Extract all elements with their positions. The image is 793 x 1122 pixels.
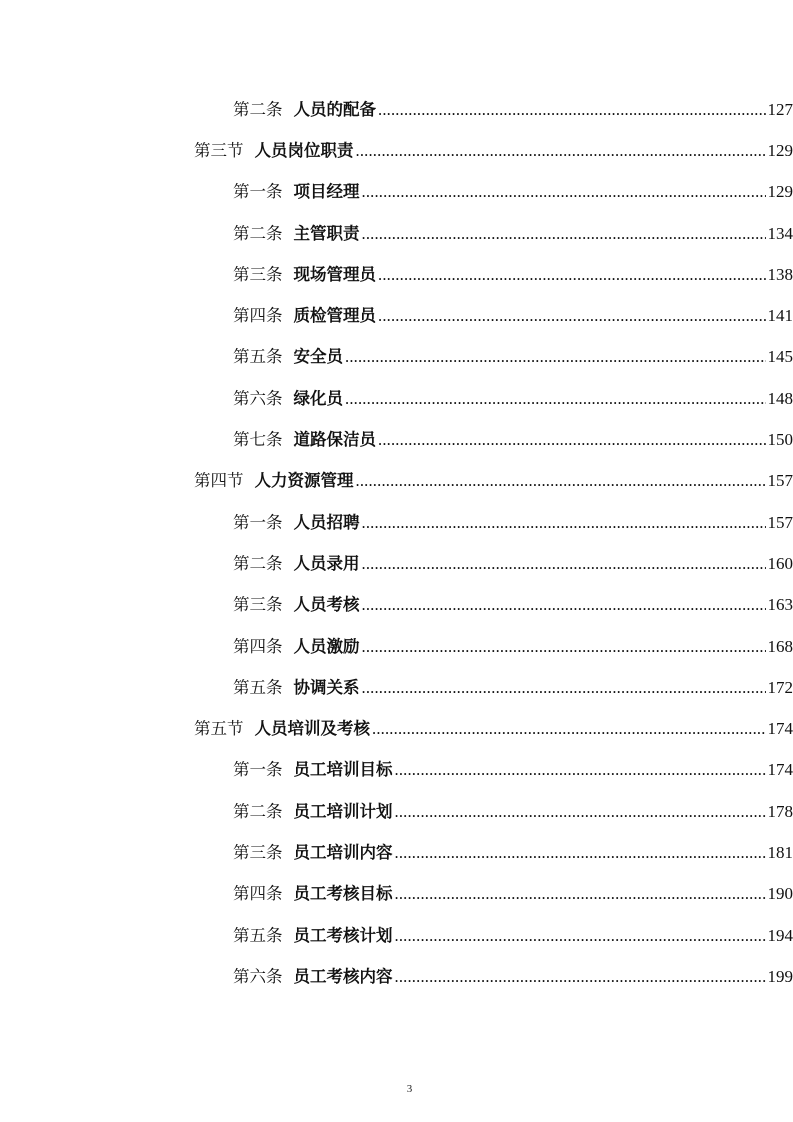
toc-entry-page: 174 xyxy=(767,719,793,739)
toc-entry-line xyxy=(233,760,793,780)
toc-entry-title: 绿化员 xyxy=(293,388,343,408)
toc-entry-page: 190 xyxy=(767,884,793,904)
toc-entry-page: 138 xyxy=(767,264,793,284)
toc-entry-page: 160 xyxy=(767,553,793,573)
dot-leader xyxy=(378,430,766,450)
toc-entry-number: 第四条 xyxy=(233,636,283,656)
toc-entry-number: 第三节 xyxy=(194,140,244,160)
toc-entry-title: 人员招聘 xyxy=(293,512,360,532)
page-number-footer: 3 xyxy=(406,1083,413,1095)
toc-entry-line xyxy=(233,926,793,946)
dot-leader xyxy=(395,802,766,822)
toc-article-entry[interactable] xyxy=(0,337,793,378)
toc-article-entry[interactable] xyxy=(0,543,793,584)
toc-entry-line xyxy=(194,141,793,161)
toc-entry-line xyxy=(233,430,793,450)
toc-article-entry[interactable] xyxy=(0,750,793,791)
toc-entry-number: 第二条 xyxy=(233,99,283,119)
toc-entry-title: 现场管理员 xyxy=(293,264,376,284)
toc-entry-page: 168 xyxy=(767,636,793,656)
dot-leader xyxy=(395,967,766,987)
dot-leader xyxy=(362,513,766,533)
toc-entry-title: 人员培训及考核 xyxy=(254,719,370,739)
toc-article-entry[interactable] xyxy=(0,254,793,295)
toc-article-entry[interactable] xyxy=(0,295,793,336)
toc-entry-number: 第五条 xyxy=(233,677,283,697)
dot-leader xyxy=(395,760,766,780)
toc-entry-title: 员工考核内容 xyxy=(293,966,393,986)
toc-entry-page: 141 xyxy=(767,306,793,326)
toc-entry-title: 项目经理 xyxy=(293,182,360,202)
dot-leader xyxy=(356,471,766,491)
toc-entry-title: 人力资源管理 xyxy=(254,471,354,491)
dot-leader xyxy=(345,389,766,409)
dot-leader xyxy=(356,141,766,161)
toc-entry-line xyxy=(233,678,793,698)
toc-article-entry[interactable] xyxy=(0,874,793,915)
toc-article-entry[interactable] xyxy=(0,213,793,254)
toc-entry-title: 人员录用 xyxy=(293,553,360,573)
toc-entry-number: 第五条 xyxy=(233,347,283,367)
toc-entry-number: 第二条 xyxy=(233,223,283,243)
toc-entry-title: 员工培训计划 xyxy=(293,801,393,821)
dot-leader xyxy=(395,926,766,946)
toc-entry-line xyxy=(233,100,793,120)
toc-entry-line xyxy=(233,884,793,904)
toc-entry-line xyxy=(233,967,793,987)
toc-entry-line xyxy=(233,637,793,657)
toc-entry-number: 第一条 xyxy=(233,182,283,202)
dot-leader xyxy=(395,884,766,904)
toc-entry-page: 134 xyxy=(767,223,793,243)
toc-entry-page: 199 xyxy=(767,966,793,986)
dot-leader xyxy=(362,678,766,698)
toc-entry-line xyxy=(233,224,793,244)
toc-entry-line xyxy=(233,182,793,202)
toc-entry-title: 人员岗位职责 xyxy=(254,140,354,160)
toc-entry-line xyxy=(233,802,793,822)
toc-entry-page: 178 xyxy=(767,801,793,821)
toc-section-entry[interactable] xyxy=(0,461,793,502)
toc-entry-title: 员工培训内容 xyxy=(293,842,393,862)
toc-entry-number: 第四条 xyxy=(233,306,283,326)
toc-entry-title: 质检管理员 xyxy=(293,306,376,326)
toc-entry-page: 127 xyxy=(767,99,793,119)
dot-leader xyxy=(362,554,766,574)
toc-entry-number: 第三条 xyxy=(233,264,283,284)
toc-entry-number: 第五条 xyxy=(233,925,283,945)
dot-leader xyxy=(372,719,766,739)
toc-entry-number: 第七条 xyxy=(233,430,283,450)
dot-leader xyxy=(362,637,766,657)
toc-entry-page: 150 xyxy=(767,430,793,450)
toc-entry-title: 安全员 xyxy=(293,347,343,367)
toc-entry-line xyxy=(233,389,793,409)
dot-leader xyxy=(345,347,766,367)
toc-article-entry[interactable] xyxy=(0,832,793,873)
toc-entry-page: 194 xyxy=(767,925,793,945)
toc-entry-title: 员工培训目标 xyxy=(293,760,393,780)
toc-entry-number: 第二条 xyxy=(233,801,283,821)
toc-entry-title: 员工考核目标 xyxy=(293,884,393,904)
toc-entry-line xyxy=(233,595,793,615)
toc-entry-page: 163 xyxy=(767,595,793,615)
dot-leader xyxy=(378,100,766,120)
toc-entry-page: 157 xyxy=(767,471,793,491)
toc-article-entry[interactable] xyxy=(0,172,793,213)
toc-entry-page: 145 xyxy=(767,347,793,367)
dot-leader xyxy=(362,595,766,615)
toc-article-entry[interactable] xyxy=(0,419,793,460)
toc-article-entry[interactable] xyxy=(0,791,793,832)
toc-entry-line xyxy=(233,554,793,574)
toc-entry-number: 第四条 xyxy=(233,884,283,904)
dot-leader xyxy=(362,182,766,202)
toc-entry-title: 人员的配备 xyxy=(293,99,376,119)
dot-leader xyxy=(378,265,766,285)
toc-article-entry[interactable] xyxy=(0,502,793,543)
toc-entry-number: 第六条 xyxy=(233,966,283,986)
toc-article-entry[interactable] xyxy=(0,956,793,997)
toc-entry-line xyxy=(233,306,793,326)
toc-entry-page: 181 xyxy=(767,842,793,862)
toc-entry-line xyxy=(194,719,793,739)
toc-section-entry[interactable] xyxy=(0,130,793,171)
toc-entry-line xyxy=(233,265,793,285)
dot-leader xyxy=(378,306,766,326)
toc-entry-title: 人员考核 xyxy=(293,595,360,615)
dot-leader xyxy=(362,224,766,244)
toc-entry-page: 174 xyxy=(767,760,793,780)
dot-leader xyxy=(395,843,766,863)
toc-entry-number: 第二条 xyxy=(233,553,283,573)
toc-entry-number: 第三条 xyxy=(233,595,283,615)
toc-entry-page: 172 xyxy=(767,677,793,697)
toc-entry-page: 129 xyxy=(767,140,793,160)
toc-entry-line xyxy=(233,843,793,863)
toc-entry-number: 第一条 xyxy=(233,512,283,532)
toc-entry-line xyxy=(233,347,793,367)
toc-article-entry[interactable] xyxy=(0,89,793,130)
toc-entry-title: 人员激励 xyxy=(293,636,360,656)
toc-entry-number: 第三条 xyxy=(233,842,283,862)
toc-entry-title: 员工考核计划 xyxy=(293,925,393,945)
toc-entry-number: 第五节 xyxy=(194,719,244,739)
toc-entry-page: 148 xyxy=(767,388,793,408)
toc-entry-title: 道路保洁员 xyxy=(293,430,376,450)
toc-article-entry[interactable] xyxy=(0,626,793,667)
toc-entry-page: 129 xyxy=(767,182,793,202)
toc-entry-line xyxy=(194,471,793,491)
toc-article-entry[interactable] xyxy=(0,378,793,419)
table-of-contents xyxy=(0,89,793,998)
toc-entry-title: 协调关系 xyxy=(293,677,360,697)
toc-entry-number: 第一条 xyxy=(233,760,283,780)
toc-section-entry[interactable] xyxy=(0,708,793,749)
toc-entry-line xyxy=(233,513,793,533)
toc-entry-title: 主管职责 xyxy=(293,223,360,243)
toc-article-entry[interactable] xyxy=(0,667,793,708)
toc-article-entry[interactable] xyxy=(0,915,793,956)
toc-article-entry[interactable] xyxy=(0,585,793,626)
toc-entry-number: 第六条 xyxy=(233,388,283,408)
toc-entry-page: 157 xyxy=(767,512,793,532)
toc-entry-number: 第四节 xyxy=(194,471,244,491)
